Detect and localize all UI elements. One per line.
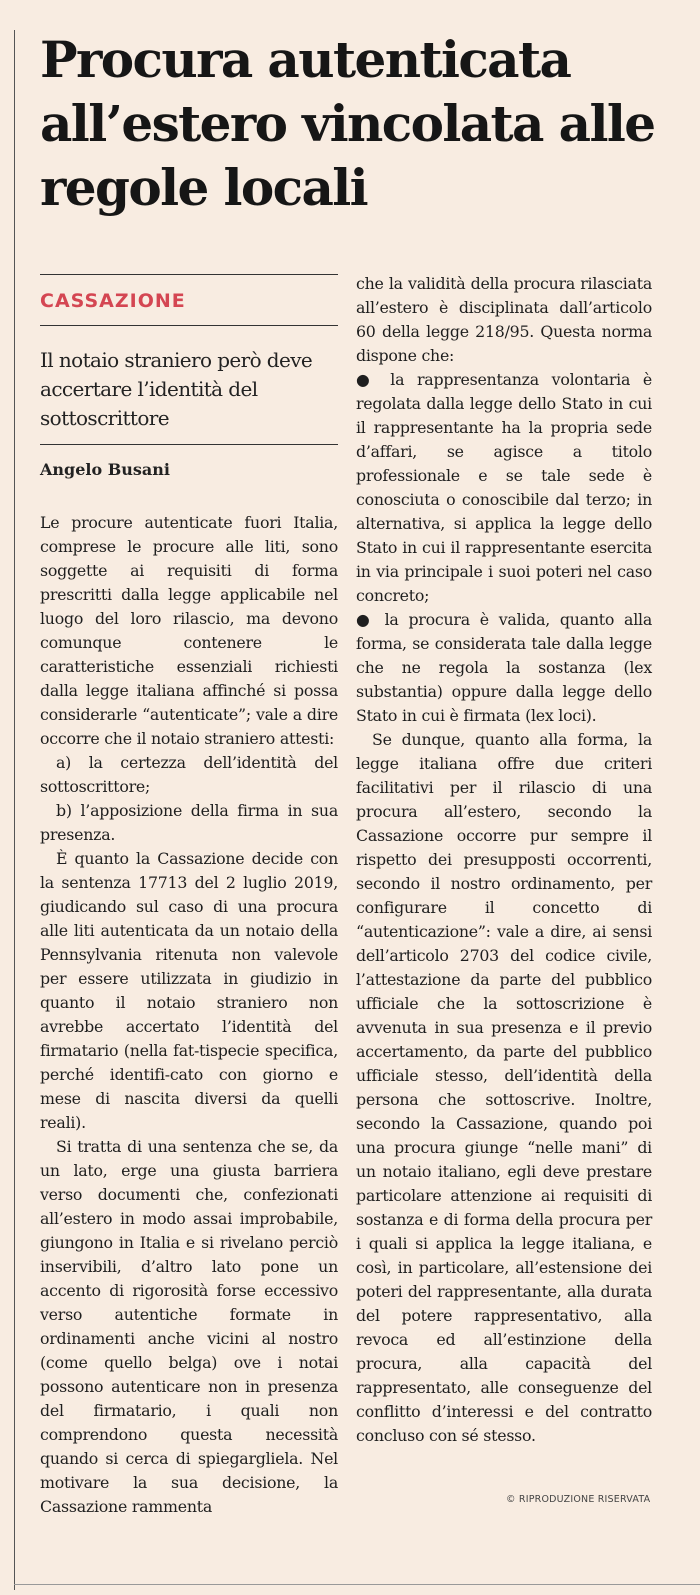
paragraph: che la validità della procura rilasciata all’estero è disciplinata dall’articolo 60 della legge 218/95. Questa norma dispone che: — [356, 274, 652, 365]
bullet-item: ● la procura è valida, quanto alla forma, se considerata tale dalla legge che ne regola la sostanza (lex substantia) oppure dalla legge dello Stato in cui è firmata (lex loci). — [356, 610, 652, 725]
paragraph: Le procure autenticate fuori Italia, comprese le procure alle liti, sono soggette ai requisiti di forma prescritti dalla legge applicabile nel luogo del loro rilascio, ma devono comunque contenere le caratteristiche essenziali richiesti dalla legge italiana affinché si possa considerarle “autenticate”; vale a dire occorre che il notaio straniero attesti: — [40, 513, 338, 748]
subtitle-divider — [40, 444, 338, 445]
subtitle: Il notaio straniero però deve accertare l’identità del sottoscrittore — [40, 348, 313, 430]
section-divider-middle — [40, 325, 338, 326]
headline: Procura autenticata all’estero vincolata alle regole locali — [40, 30, 655, 217]
bottom-rule — [14, 1584, 700, 1585]
paragraph: È quanto la Cassazione decide con la sentenza 17713 del 2 luglio 2019, giudicando sul caso di una procura alle liti autenticata da un notaio della Pennsylvania ritenuta non valevole per essere utilizzata in giudizio in quanto il notaio straniero non avrebbe accertato l’identità del firmatario (nella fat-tispecie specifica, perché identifi-cato con giorno e mese di nascita diversi da quelli reali). — [40, 849, 338, 1132]
bullet-item: ● la rappresentanza volontaria è regolata dalla legge dello Stato in cui il rappresentante ha la propria sede d’affari, se agisce a titolo professionale e se tale sede è conosciuta o conoscibile dal terzo; in alternativa, si applica la legge dello Stato in cui il rappresentante esercita in via principale i suoi poteri nel caso concreto; — [356, 370, 652, 605]
list-item: a) la certezza dell’identità del sottoscrittore; — [40, 753, 338, 796]
paragraph: Se dunque, quanto alla forma, la legge italiana offre due criteri facilitativi per il rilascio di una procura all’estero, secondo la Cassazione occorre pur sempre il rispetto dei presupposti occorrenti, secondo il nostro ordinamento, per configurare il concetto di “autenticazione”: vale a dire, ai sensi dell’articolo 2703 del codice civile, l’attestazione da parte del pubblico ufficiale che la sottoscrizione è avvenuta in sua presenza e il previo accertamento, da parte del pubblico ufficiale stesso, dell’identità della persona che sottoscrive. Inoltre, secondo la Cassazione, quando poi una procura giunge “nelle mani” di un notaio italiano, egli deve prestare particolare attenzione ai requisiti di sostanza e di forma della procura per i quali si applica la legge italiana, e così, in particolare, all’estensione dei poteri del rappresentante, alla durata del potere rappresentativo, alla revoca ed all’estinzione della procura, alla capacità del rappresentato, alle conseguenze del conflitto d’interessi e del contratto concluso con sé stesso. — [356, 730, 652, 1445]
paragraph: Si tratta di una sentenza che se, da un lato, erge una giusta barriera verso documenti che, confezionati all’estero in modo assai improbabile, giungono in Italia e si rivelano perciò inservibili, d’altro lato pone un accento di rigorosità forse eccessivo verso autentiche formate in ordinamenti anche vicini al nostro (come quello belga) ove i notai possono autenticare non in presenza del firmatario, i quali non comprendono questa necessità quando si cerca di spiegargliela. Nel motivare la sua decisione, la Cassazione rammenta — [40, 1137, 338, 1516]
list-item: b) l’apposizione della firma in sua presenza. — [40, 801, 338, 844]
left-margin-rule — [14, 30, 15, 1590]
section-divider-top — [40, 274, 338, 275]
copyright-notice: © RIPRODUZIONE RISERVATA — [506, 1494, 651, 1505]
section-kicker: CASSAZIONE — [40, 290, 186, 312]
author-byline: Angelo Busani — [40, 460, 170, 479]
left-column — [40, 511, 338, 1519]
right-column — [356, 272, 652, 1448]
